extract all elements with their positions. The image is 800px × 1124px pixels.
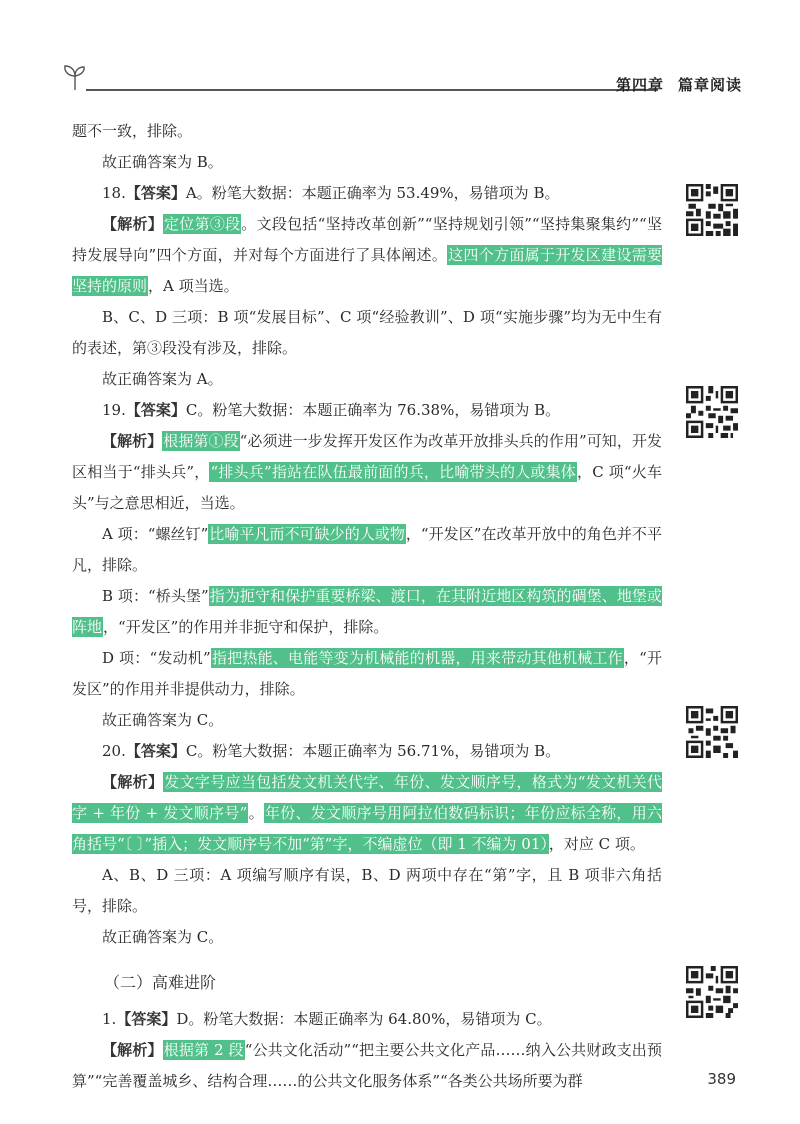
highlight: 比喻平凡而不可缺少的人或物 — [209, 525, 405, 543]
text: D 项：“发动机” — [102, 649, 211, 667]
answer-line — [72, 178, 662, 209]
text: B 项：“桥头堡” — [102, 587, 209, 605]
highlight: 指为扼守和保护重要桥梁、渡口，在其附近地区构筑的碉堡、地堡或阵地 — [72, 587, 662, 636]
text: ，“开发区”的作用并非扼守和保护，排除。 — [103, 618, 389, 636]
answer-tag: 【答案】 — [125, 401, 186, 419]
answer-line — [72, 395, 662, 426]
text: ，A 项当选。 — [148, 277, 239, 295]
highlight: 指把热能、电能等变为机械能的机器，用来带动其他机械工作 — [211, 649, 623, 667]
question-number: 18. — [102, 184, 126, 202]
option-analysis — [72, 519, 662, 581]
chapter-label: 第四章 — [615, 76, 664, 94]
analysis-paragraph — [72, 209, 662, 302]
highlight: 根据第①段 — [163, 432, 239, 450]
answer-text: D。粉笔大数据：本题正确率为 64.80%，易错项为 C。 — [176, 1010, 552, 1028]
highlight: 年份、发文顺序号用阿拉伯数码标识；年份应标全称，用六角括号“〔 〕”插入；发文顺序号不加“第”字，不编虚位（即 1 不编为 01） — [72, 804, 662, 853]
chapter-title — [616, 74, 742, 95]
answer-tag: 【答案】 — [116, 1010, 177, 1028]
paragraph: B、C、D 三项：B 项“发展目标”、C 项“经验教训”、D 项“实施步骤”均为无中生有的表述，第③段没有涉及，排除。 — [72, 308, 662, 357]
paragraph: 题不一致，排除。 — [72, 122, 193, 140]
text: 。文段包括“坚持改革创新”“坚持规划引领”“坚持集聚集约”“坚持发展导向”四个方面，并对每个方面进行了具体阐述。 — [72, 215, 662, 264]
option-analysis — [72, 581, 662, 643]
highlight: 这四个方面属于开发区建设需要坚持的原则 — [72, 246, 662, 295]
answer-text: C。粉笔大数据：本题正确率为 76.38%，易错项为 B。 — [185, 401, 561, 419]
analysis-tag: 【解析】 — [102, 432, 163, 450]
option-analysis — [72, 643, 662, 705]
answer-line — [72, 1004, 662, 1035]
question-number: 20. — [102, 742, 126, 760]
section-heading: （二）高难进阶 — [104, 973, 217, 992]
answer-text: C。粉笔大数据：本题正确率为 56.71%，易错项为 B。 — [185, 742, 561, 760]
chapter-name: 篇章阅读 — [677, 76, 742, 94]
sprout-icon — [62, 62, 88, 92]
text: ，对应 C 项。 — [548, 835, 645, 853]
qr-code-icon[interactable] — [686, 966, 738, 1018]
analysis-paragraph — [72, 426, 662, 519]
qr-code-icon[interactable] — [686, 706, 738, 758]
paragraph: 故正确答案为 A。 — [102, 370, 223, 388]
text: ，C 项“火车头”与之意思相近，当选。 — [72, 463, 662, 512]
text: “公共文化活动”“把主要公共文化产品……纳入公共财政支出预算”“完善覆盖城乡、结构合理……的公共文化服务体系”“各类公共场所要为群 — [72, 1041, 662, 1090]
page-header — [62, 62, 742, 102]
highlight: 发文字号应当包括发文机关代字、年份、发文顺序号，格式为“发文机关代字 + 年份 + 发文顺序号” — [72, 773, 662, 822]
text: “必须进一步发挥开发区作为改革开放排头兵的作用”可知，开发区相当于“排头兵”， — [72, 432, 662, 481]
highlight: 根据第 2 段 — [163, 1041, 244, 1059]
answer-line — [72, 736, 662, 767]
question-number: 1. — [102, 1010, 117, 1028]
highlight: “排头兵”指站在队伍最前面的兵，比喻带头的人或集体 — [210, 463, 577, 481]
analysis-tag: 【解析】 — [102, 1041, 163, 1059]
text: 。 — [248, 804, 264, 822]
highlight: 定位第③段 — [164, 215, 241, 233]
document-body — [72, 116, 662, 1097]
qr-code-icon[interactable] — [686, 184, 738, 236]
analysis-paragraph — [72, 767, 662, 860]
text: A 项：“螺丝钉” — [102, 525, 209, 543]
text: ，“开发区”的作用并非提供动力，排除。 — [72, 649, 662, 698]
header-rule — [86, 89, 658, 91]
paragraph: A、B、D 三项：A 项编写顺序有误，B、D 两项中存在“第”字，且 B 项非六角括号，排除。 — [72, 866, 662, 915]
analysis-paragraph — [72, 1035, 662, 1097]
answer-text: A。粉笔大数据：本题正确率为 53.49%，易错项为 B。 — [185, 184, 560, 202]
answer-tag: 【答案】 — [125, 742, 186, 760]
analysis-tag: 【解析】 — [102, 773, 164, 791]
paragraph: 故正确答案为 C。 — [102, 928, 224, 946]
answer-tag: 【答案】 — [125, 184, 186, 202]
analysis-tag: 【解析】 — [102, 215, 164, 233]
text: ，“开发区”在改革开放中的角色并不平凡，排除。 — [72, 525, 662, 574]
paragraph: 故正确答案为 C。 — [102, 711, 224, 729]
question-number: 19. — [102, 401, 126, 419]
page-number: 389 — [707, 1070, 736, 1088]
paragraph: 故正确答案为 B。 — [102, 153, 223, 171]
qr-code-icon[interactable] — [686, 386, 738, 438]
